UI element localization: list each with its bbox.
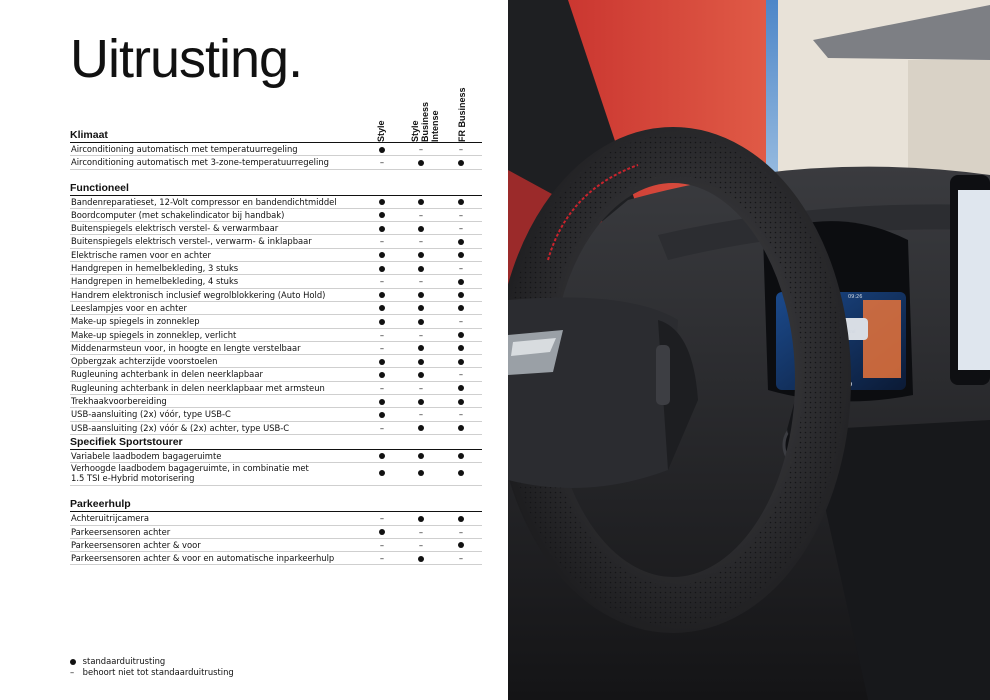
availability-mark (376, 222, 388, 234)
availability-mark (455, 249, 467, 261)
standard-dot-icon (418, 372, 424, 378)
feature-label: Boordcomputer (met schakelindicator bij handbak) (71, 209, 285, 220)
table-row (70, 209, 482, 222)
standard-dot-icon (418, 516, 424, 522)
availability-mark: – (418, 144, 424, 154)
table-row (70, 395, 482, 408)
section-title-parkeerhulp: Parkeerhulp (70, 497, 482, 512)
availability-mark: – (379, 539, 385, 550)
availability-mark: – (418, 329, 424, 340)
table-row (70, 143, 482, 156)
feature-label: Variabele laadbodem bagageruimte (71, 450, 222, 461)
availability-mark: – (418, 382, 424, 393)
standard-dot-icon (458, 542, 464, 548)
car-interior-photo (508, 0, 990, 700)
availability-mark (455, 395, 467, 407)
standard-dot-icon (458, 385, 464, 391)
standard-dot-icon (379, 359, 385, 365)
availability-mark (455, 450, 467, 462)
standard-dot-icon (379, 470, 385, 476)
availability-mark (415, 422, 427, 434)
column-header-line: Style (376, 120, 386, 142)
availability-mark: – (379, 422, 385, 433)
standard-dot-icon (458, 359, 464, 365)
table-row (70, 249, 482, 262)
availability-mark (415, 302, 427, 314)
standard-dot-icon (70, 659, 76, 665)
standard-dot-icon (418, 226, 424, 232)
availability-mark (455, 468, 467, 478)
availability-mark (455, 539, 467, 551)
feature-label: Opbergzak achterzijde voorstoelen (71, 356, 218, 367)
availability-mark (415, 222, 427, 234)
availability-mark (376, 408, 388, 420)
availability-mark (376, 196, 388, 208)
feature-label: Verhoogde laadbodem bagageruimte, in combinatie met 1.5 TSI e-Hybrid motorisering (71, 463, 309, 483)
standard-dot-icon (458, 252, 464, 258)
availability-mark (415, 342, 427, 354)
table-row (70, 302, 482, 315)
table-row (70, 222, 482, 235)
legend-item-standard (70, 656, 234, 667)
table-row (70, 408, 482, 421)
availability-mark (455, 235, 467, 247)
availability-mark (455, 329, 467, 341)
legend-symbol (70, 656, 80, 667)
availability-mark: – (418, 209, 424, 220)
availability-mark (376, 368, 388, 380)
availability-mark (376, 395, 388, 407)
availability-mark (415, 156, 427, 168)
table-row (70, 450, 482, 463)
table-row (70, 526, 482, 539)
availability-mark: – (379, 236, 385, 247)
availability-mark (376, 302, 388, 314)
availability-mark (415, 262, 427, 274)
availability-mark: – (379, 553, 385, 564)
standard-dot-icon (379, 412, 385, 418)
cockpit-mode: Speed Limit Control (816, 329, 856, 334)
table-row (70, 382, 482, 395)
availability-mark (376, 468, 388, 478)
availability-mark (415, 368, 427, 380)
table-row (70, 463, 482, 486)
section-title-functioneel: Functioneel (70, 181, 482, 196)
table-row (70, 368, 482, 381)
feature-label: Parkeersensoren achter & voor (71, 539, 201, 550)
standard-dot-icon (418, 345, 424, 351)
availability-mark (415, 468, 427, 478)
standard-dot-icon (418, 305, 424, 311)
availability-mark: – (458, 409, 464, 420)
feature-label: Middenarmsteun voor, in hoogte en lengte verstelbaar (71, 342, 301, 353)
page-title: Uitrusting. (70, 29, 303, 89)
availability-mark (455, 302, 467, 314)
availability-mark (376, 262, 388, 274)
standard-dot-icon (418, 470, 424, 476)
availability-mark: – (379, 342, 385, 353)
cockpit-orange-panel (863, 300, 901, 378)
availability-mark (376, 209, 388, 221)
standard-dot-icon (379, 399, 385, 405)
availability-mark (415, 289, 427, 301)
feature-label: Buitenspiegels elektrisch verstel- & verwarmbaar (71, 223, 279, 234)
standard-dot-icon (418, 292, 424, 298)
legend-item-not-standard (70, 667, 234, 678)
feature-label: Parkeersensoren achter & voor en automatische inparkeerhulp (71, 553, 335, 564)
table-row (70, 315, 482, 328)
steering-wheel-dashboard-illustration (508, 0, 990, 700)
column-header-line: Style (410, 120, 420, 142)
availability-mark (376, 355, 388, 367)
standard-dot-icon (379, 147, 385, 153)
feature-label: Trekhaakvoorbereiding (71, 396, 167, 407)
standard-dot-icon (458, 399, 464, 405)
standard-dot-icon (458, 425, 464, 431)
availability-mark: – (379, 329, 385, 340)
feature-label: Handgrepen in hemelbekleding, 4 stuks (71, 276, 239, 287)
feature-label: Make-up spiegels in zonneklep (71, 316, 200, 327)
standard-dot-icon (418, 425, 424, 431)
feature-label: Rugleuning achterbank in delen neerklapbaar (71, 369, 263, 380)
availability-mark: – (379, 276, 385, 287)
standard-dot-icon (458, 332, 464, 338)
feature-label: Handrem elektronisch inclusief wegrolblokkering (Auto Hold) (71, 289, 326, 300)
legend (70, 656, 234, 678)
standard-dot-icon (458, 292, 464, 298)
table-row (70, 539, 482, 552)
standard-dot-icon (379, 266, 385, 272)
availability-mark: – (379, 513, 385, 524)
standard-dot-icon (418, 252, 424, 258)
feature-label: Achteruitrijcamera (71, 513, 150, 524)
feature-label: USB-aansluiting (2x) vóór, type USB-C (71, 409, 231, 420)
standard-dot-icon (418, 399, 424, 405)
cockpit-temp: 20°C (808, 294, 821, 300)
standard-dot-icon (379, 372, 385, 378)
standard-dot-icon (458, 279, 464, 285)
availability-mark (415, 450, 427, 462)
availability-mark (415, 196, 427, 208)
feature-label: Airconditioning automatisch met temperatuurregeling (71, 144, 298, 154)
availability-mark (455, 342, 467, 354)
steering-wheel-buttons (656, 345, 670, 405)
availability-mark: – (379, 382, 385, 393)
standard-dot-icon (418, 556, 424, 562)
table-row (70, 342, 482, 355)
standard-dot-icon (418, 199, 424, 205)
feature-label: Handgrepen in hemelbekleding, 3 stuks (71, 263, 239, 274)
availability-mark: – (418, 526, 424, 537)
availability-mark (455, 275, 467, 287)
availability-mark (376, 450, 388, 462)
standard-dot-icon (458, 199, 464, 205)
availability-mark (376, 143, 388, 155)
standard-dot-icon (418, 319, 424, 325)
availability-mark: – (458, 263, 464, 274)
standard-dot-icon (379, 252, 385, 258)
feature-label: Make-up spiegels in zonneklep, verlicht (71, 329, 237, 340)
availability-mark: – (458, 223, 464, 234)
standard-dot-icon (458, 345, 464, 351)
availability-mark (455, 422, 467, 434)
availability-mark: – (458, 369, 464, 380)
availability-mark (376, 315, 388, 327)
availability-mark: – (418, 409, 424, 420)
table-row (70, 275, 482, 288)
table-row (70, 156, 482, 169)
availability-mark (376, 526, 388, 538)
table-row (70, 422, 482, 435)
equipment-table (70, 128, 482, 565)
column-header-line: FR Business (457, 87, 467, 142)
infotainment-screen (958, 190, 990, 370)
standard-dot-icon (379, 305, 385, 311)
table-row (70, 355, 482, 368)
availability-mark (415, 552, 427, 564)
availability-mark: – (458, 316, 464, 327)
standard-dot-icon (379, 226, 385, 232)
cockpit-time: 09:26 (848, 294, 863, 300)
availability-mark (455, 512, 467, 524)
availability-mark: – (458, 553, 464, 564)
availability-mark (415, 395, 427, 407)
availability-mark (415, 512, 427, 524)
table-row (70, 552, 482, 565)
standard-dot-icon (418, 453, 424, 459)
availability-mark: – (418, 539, 424, 550)
feature-label: Rugleuning achterbank in delen neerklapbaar met armsteun (71, 382, 325, 393)
feature-label: Leeslampjes voor en achter (71, 302, 187, 313)
table-row (70, 512, 482, 525)
column-header-line: Intense (430, 110, 440, 142)
feature-label: Bandenreparatieset, 12-Volt compressor en bandendichtmiddel (71, 196, 337, 207)
table-row (70, 289, 482, 302)
standard-dot-icon (379, 453, 385, 459)
standard-dot-icon (379, 212, 385, 218)
availability-mark: – (458, 526, 464, 537)
standard-dot-icon (458, 453, 464, 459)
section-title-klimaat: Klimaat (70, 128, 482, 143)
availability-mark (415, 315, 427, 327)
availability-mark (455, 355, 467, 367)
availability-mark (455, 382, 467, 394)
availability-mark (415, 249, 427, 261)
standard-dot-icon (379, 319, 385, 325)
table-row (70, 262, 482, 275)
standard-dot-icon (379, 199, 385, 205)
feature-label: Parkeersensoren achter (71, 526, 171, 537)
table-row (70, 235, 482, 248)
feature-label: Airconditioning automatisch met 3-zone-temperatuurregeling (71, 157, 329, 168)
standard-dot-icon (418, 359, 424, 365)
availability-mark: – (379, 157, 385, 168)
availability-mark: – (458, 209, 464, 220)
cockpit-gear: D (846, 380, 853, 389)
legend-text: standaarduitrusting (82, 656, 166, 666)
standard-dot-icon (379, 292, 385, 298)
availability-mark: – (418, 276, 424, 287)
availability-mark (415, 355, 427, 367)
legend-symbol: – (70, 667, 75, 677)
feature-label: Buitenspiegels elektrisch verstel-, verwarm- & inklapbaar (71, 236, 312, 247)
feature-label: USB-aansluiting (2x) vóór & (2x) achter, type USB-C (71, 422, 290, 433)
standard-dot-icon (379, 529, 385, 535)
availability-mark: – (418, 236, 424, 247)
standard-dot-icon (458, 305, 464, 311)
steering-wheel-hub (508, 298, 678, 489)
availability-mark: – (458, 144, 464, 154)
table-row (70, 329, 482, 342)
cockpit-assist: Assistentie (791, 310, 816, 315)
table-row (70, 196, 482, 209)
section-title-specifiek-sportstourer: Specifiek Sportstourer (70, 435, 482, 450)
legend-text: behoort niet tot standaarduitrusting (82, 667, 234, 677)
standard-dot-icon (418, 160, 424, 166)
standard-dot-icon (458, 516, 464, 522)
availability-mark (376, 249, 388, 261)
standard-dot-icon (418, 266, 424, 272)
standard-dot-icon (458, 160, 464, 166)
column-header-line: Business (420, 101, 430, 142)
standard-dot-icon (458, 239, 464, 245)
availability-mark (455, 289, 467, 301)
standard-dot-icon (458, 470, 464, 476)
availability-mark (455, 196, 467, 208)
availability-mark (455, 156, 467, 168)
feature-label: Elektrische ramen voor en achter (71, 249, 211, 260)
availability-mark (376, 289, 388, 301)
